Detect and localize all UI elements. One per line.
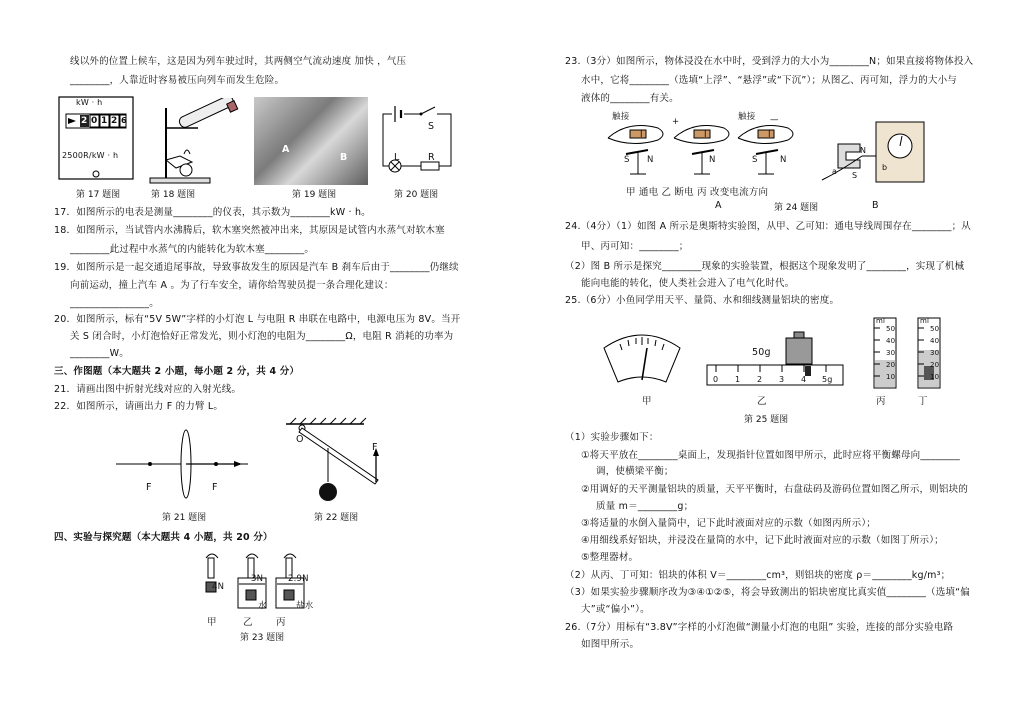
cylinder1-mark-20: 20: [886, 361, 896, 369]
oersted-current3: I: [768, 130, 771, 140]
cylinder1-unit: ml: [876, 317, 886, 325]
cylinder2-mark-20: 20: [930, 361, 940, 369]
label-yi: 乙: [757, 396, 767, 407]
caption-fig18: 第 18 题图: [151, 190, 196, 200]
meter-digit-3: 1: [101, 116, 108, 126]
beaker1-label: 甲: [207, 617, 217, 628]
question-24-line4: 能向电能的转化，使人类社会进入了电气化时代。: [581, 278, 795, 289]
question-22: 22．如图所示，请画出力 F 的力臂 L。: [54, 401, 224, 412]
question-21: 21．请画出图中折射光线对应的入射光线。: [54, 384, 242, 395]
question-20-line1: 20．如图所示，标有“5V 5W”字样的小灯泡 L 与电阻 R 串联在电路中，电源电压为 8V。当开: [54, 314, 461, 325]
lever-fulcrum-label: O: [296, 434, 304, 445]
oersted-touch1: 触接: [612, 112, 630, 122]
caption-fig20: 第 20 题图: [394, 190, 439, 200]
ruler-tick-3: 3: [779, 375, 785, 384]
weight-label: 50g: [752, 347, 771, 358]
label-ding: 丁: [918, 396, 928, 407]
cylinder1-mark-30: 30: [886, 349, 896, 357]
cylinder2-unit: ml: [920, 317, 930, 325]
caption-fig21: 第 21 题图: [162, 513, 207, 523]
question-19-line2: 向前运动，撞上汽车 A 。为了行车安全，请你给驾驶员提一条合理化建议：: [70, 280, 394, 291]
question-23-line2: 水中，它将________（选填“上浮”、“悬浮”或“下沉”）；从图乙、丙可知，浮力的大小与: [581, 75, 957, 86]
test-tube-figure: [146, 98, 246, 184]
meter-digit-4: 2: [111, 116, 118, 126]
label-bing: 丙: [876, 396, 886, 407]
line-1: 线以外的位置上候车，这是因为列车驶过时，其两侧空气流动速度 加快 ，气压: [70, 56, 407, 67]
section-3-heading: 三、作图题（本大题共 2 小题，每小题 2 分，共 4 分）: [54, 366, 300, 377]
caption-fig17: 第 17 题图: [76, 190, 121, 200]
oersted-n2: N: [709, 155, 716, 165]
circuit-switch-label: S: [428, 121, 435, 132]
magnet-n: N: [860, 146, 867, 155]
question-24-line3: （2）图 B 所示是探究________现象的实验装置，根据这个现象发明了________，实现了机械: [565, 261, 965, 272]
ruler-tick-1: 1: [735, 375, 741, 384]
oersted-touch2: 触接: [738, 112, 756, 122]
question-23-line3: 液体的________有关。: [581, 93, 679, 104]
focal-point-right: F: [212, 482, 218, 493]
focal-point-left: F: [146, 482, 152, 493]
ruler-tick-2: 2: [757, 375, 763, 384]
oersted-current2: I: [704, 130, 707, 140]
step-2: （2）从丙、丁可知：铝块的体积 V＝________cm³，则铝块的密度 ρ＝________kg/m³；: [565, 570, 951, 581]
circuit-lamp-label: L: [394, 152, 400, 163]
step-1c: ③将适量的水倒入量筒中，记下此时液面对应的示数（如图丙所示）；: [581, 518, 876, 529]
question-19-line1: 19．如图所示是一起交通追尾事故，导致事故发生的原因是汽车 B 刹车后由于________仍继续: [54, 262, 459, 273]
ruler-tick-0: 0: [713, 375, 719, 384]
question-26-line2: 如图甲所示。: [581, 639, 640, 650]
weight-figure: [780, 330, 820, 366]
cylinder2-mark-50: 50: [930, 325, 940, 333]
question-19-line3: ________________。: [70, 298, 159, 309]
question-17: 17．如图所示的电表是测量________的仪表，其示数为________kW · h。: [54, 207, 371, 218]
caption-fig23: 第 23 题图: [240, 633, 285, 643]
figure-a-label: A: [715, 200, 722, 211]
beaker3-label: 丙: [276, 617, 286, 628]
oersted-minus: —: [770, 115, 779, 125]
step-1-heading: （1）实验步骤如下：: [565, 432, 659, 443]
question-20-line2: 关 S 闭合时，小灯泡恰好正常发光，则小灯泡的电阻为________Ω，电阻 R 消耗的功率为: [70, 331, 454, 342]
step-1e: ⑤整理器材。: [581, 552, 639, 563]
ruler-tick-4: 4: [801, 375, 807, 384]
step-3-line1: （3）如果实验步骤顺序改为③④①②⑤，将会导致测出的铝块密度比真实值________（选填“偏: [565, 587, 970, 598]
section-4-heading: 四、实验与探究题（本大题共 4 小题，共 20 分）: [54, 532, 273, 543]
step-3-line2: 大”或“偏小”）。: [581, 604, 650, 615]
beaker2-force: 3N: [251, 574, 264, 584]
oersted-n3: N: [780, 155, 787, 165]
caption-fig25: 第 25 题图: [744, 415, 789, 425]
caption-fig22: 第 22 题图: [314, 513, 359, 523]
meter-digit-2: 0: [91, 116, 98, 126]
meter-rating: 2500R/kW · h: [62, 151, 119, 160]
circuit-resistor-label: R: [428, 152, 435, 163]
cylinder1-mark-10: 10: [886, 373, 896, 381]
wire-a: a: [832, 167, 838, 176]
beaker3-liquid: 盐水: [296, 601, 314, 611]
oersted-current1: I: [640, 130, 643, 140]
circuit-figure: [377, 104, 457, 174]
question-23-line1: 23.（3分）如图所示，物体浸没在水中时，受到浮力的大小为________N；如果直接将物体投入: [565, 56, 974, 67]
step-1b-cont: 质量 m＝________g；: [596, 501, 694, 512]
step-1b: ②用调好的天平测量铝块的质量，天平平衡时，右盘砝码及游码位置如图乙所示，则铝块的: [581, 484, 969, 495]
oersted-caption: 甲 通电 乙 断电 丙 改变电流方向: [626, 187, 769, 198]
cylinder1-mark-50: 50: [886, 325, 896, 333]
question-20-line3: ________W。: [70, 348, 129, 359]
question-24-line2: 甲、丙可知：________；: [581, 241, 689, 252]
cylinder2-mark-30: 30: [930, 349, 940, 357]
induction-figure: [818, 120, 930, 190]
figure-b-label: B: [872, 200, 879, 211]
beaker3-force: 2.9N: [288, 574, 309, 584]
meter-digit-1: 2: [81, 116, 88, 126]
oersted-s1: S: [624, 155, 630, 165]
step-1d: ④用细线系好铝块，并浸没在量筒的水中，记下此时液面对应的示数（如图丁所示）；: [581, 535, 944, 546]
cylinder2-mark-10: 10: [930, 373, 940, 381]
beaker2-liquid: 水: [258, 601, 267, 611]
question-25: 25.（6分）小鱼同学用天平、量筒、水和细线测量铝块的密度。: [565, 295, 840, 306]
caption-fig19: 第 19 题图: [292, 190, 337, 200]
lever-force-label: F: [372, 442, 378, 453]
ruler-tick-5: 5g: [822, 375, 833, 384]
car-crash-photo: [254, 97, 368, 185]
electric-meter-figure: [58, 96, 134, 186]
wire-b: b: [882, 163, 888, 172]
lens-figure: [112, 428, 252, 504]
oersted-n1: N: [647, 155, 654, 165]
step-1a: ①将天平放在________桌面上，发现指针位置如图甲所示，此时应将平衡螺母向________: [581, 450, 960, 461]
balance-dial-figure: [600, 326, 684, 384]
cylinder2-mark-40: 40: [930, 337, 940, 345]
caption-fig24: 第 24 题图: [774, 203, 819, 213]
label-jia: 甲: [642, 396, 652, 407]
magnet-s: S: [852, 171, 858, 180]
question-18-line1: 18．如图所示，当试管内水沸腾后，软木塞突然被冲出来，其原因是试管内水蒸气对软木塞: [54, 225, 445, 236]
beaker2-label: 乙: [243, 617, 253, 628]
oersted-s3: S: [752, 155, 758, 165]
step-1a-cont: 调，使横梁平衡；: [596, 466, 674, 477]
meter-unit: kW · h: [76, 98, 103, 107]
question-26-line1: 26.（7分）用标有“3.8V”字样的小灯泡做“测量小灯泡的电阻” 实验，连接的部分实验电路: [565, 622, 954, 633]
beaker1-force: 4N: [212, 582, 225, 592]
oersted-figure: [604, 114, 810, 184]
car-b-label: B: [340, 152, 348, 163]
oersted-plus: +: [672, 117, 680, 127]
line-2: ________，人靠近时容易被压向列车而发生危险。: [70, 75, 285, 86]
question-24-line1: 24.（4分）（1）如图 A 所示是奥斯特实验图，从甲、乙可知：通电导线周围存在________；从: [565, 221, 971, 232]
question-18-line2: ________此过程中水蒸气的内能转化为软木塞________。: [70, 244, 315, 255]
lever-figure: [282, 416, 392, 508]
meter-digit-5: 6: [121, 116, 127, 125]
car-a-label: A: [282, 144, 290, 155]
cylinder1-mark-40: 40: [886, 337, 896, 345]
